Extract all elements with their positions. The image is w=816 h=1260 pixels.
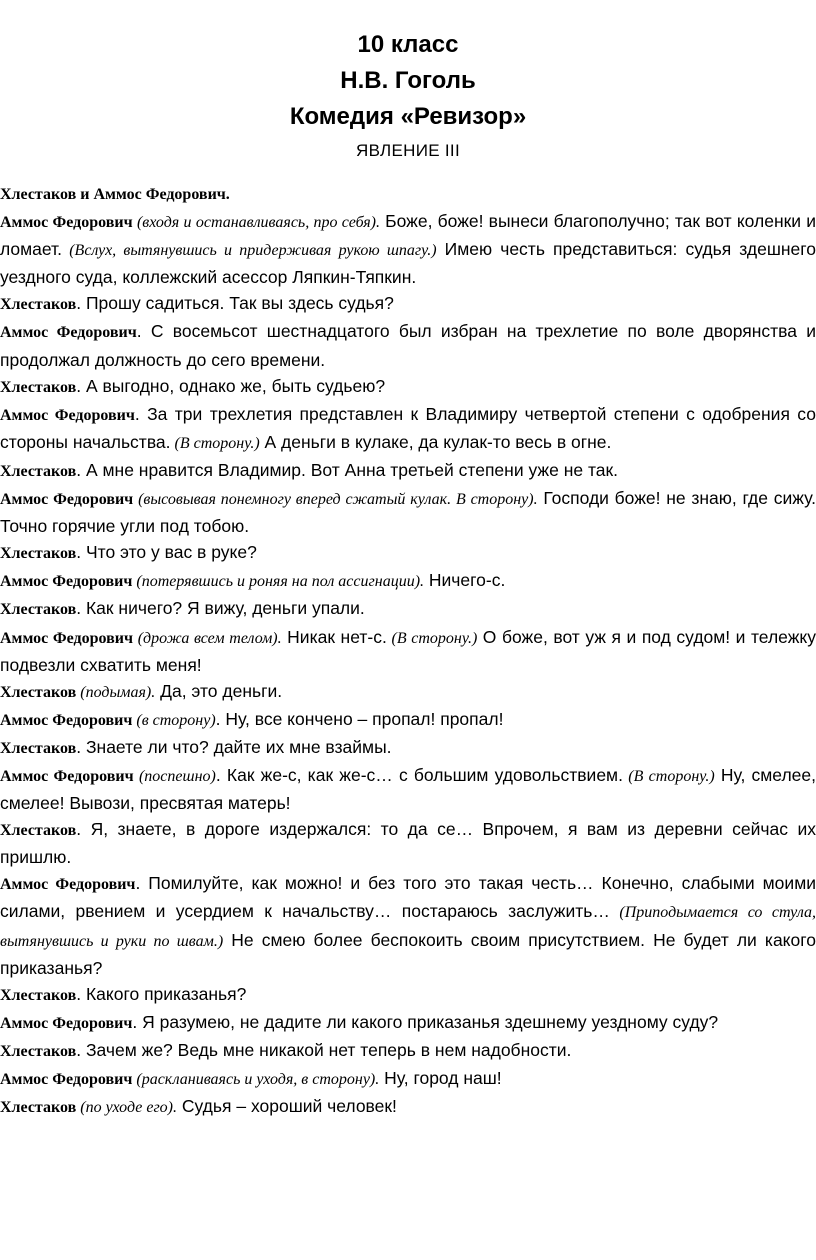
speaker-name: Аммос Федорович	[0, 1014, 133, 1032]
dialogue-line	[0, 870, 816, 980]
spoken-text: Ничего-с.	[424, 570, 506, 591]
stage-direction: (по уходе его).	[76, 1099, 178, 1117]
speaker-name: Аммос Федорович	[0, 491, 134, 509]
dialogue-line	[0, 1037, 816, 1065]
speaker-name: Хлестаков	[0, 296, 77, 314]
author-heading: Н.В. Гоголь	[340, 67, 476, 94]
spoken-text: . А мне нравится Владимир. Вот Анна третьей степени уже не так.	[76, 459, 619, 480]
dialogue-line	[0, 485, 816, 539]
spoken-text: О боже, вот уж я и под судом! и тележку подвезли схватить меня!	[0, 626, 816, 675]
spoken-text: Господи боже! не знаю, где сижу. Точно горячие угли под тобою.	[0, 488, 816, 537]
spoken-text: . За три трехлетия представлен к Владимиру четвертой степени с одобрения со стороны начальства.	[0, 403, 816, 452]
stage-direction: (В сторону.)	[386, 629, 478, 647]
speaker-name: Аммос Федорович	[0, 1071, 133, 1088]
dialogue-line	[0, 762, 816, 816]
spoken-text: . Как же-с, как же-с… с большим удовольствием.	[215, 764, 623, 785]
dialogue-line	[0, 706, 816, 734]
dialogue-line	[0, 208, 816, 290]
spoken-text: . Помилуйте, как можно! и без того это такая честь… Конечно, слабыми моими силами, рвением и усердием к начальству… постараюсь заслужить…	[0, 873, 816, 922]
speaker-name: Аммос Федорович	[0, 406, 135, 424]
grade-heading: 10 класс	[357, 31, 459, 58]
dialogue-line	[0, 567, 816, 595]
dialogue-line	[0, 734, 816, 762]
dialogue-line	[0, 401, 816, 457]
spoken-text: Судья – хороший человек!	[177, 1096, 397, 1117]
spoken-text: Имею честь представиться: судья здешнего уездного суда, коллежский асессор Ляпкин-Тяпкин.	[0, 239, 816, 288]
dialogue-line	[0, 1093, 816, 1121]
dialogue-line	[0, 981, 816, 1009]
speaker-name: Хлестаков	[0, 545, 77, 563]
work-title: Комедия «Ревизор»	[289, 103, 527, 130]
speaker-name: Аммос Федорович	[0, 214, 133, 232]
spoken-text: Никак нет-с.	[281, 626, 387, 647]
stage-direction: (раскланиваясь и уходя, в сторону).	[132, 1071, 380, 1088]
speaker-name: Хлестаков	[0, 1042, 77, 1060]
spoken-text: Боже, боже! вынеси благополучно; так вот коленки и ломает.	[0, 211, 816, 260]
speaker-name: Аммос Федорович	[0, 324, 137, 342]
spoken-text: . Зачем же? Ведь мне никакой нет теперь в нем надобности.	[76, 1039, 572, 1060]
stage-direction: (поспешно)	[133, 767, 216, 785]
speaker-name: Аммос Федорович	[0, 629, 134, 647]
speaker-name: Хлестаков	[0, 683, 77, 701]
dialogue-line	[0, 180, 816, 208]
dialogue-line	[0, 816, 816, 870]
speaker-name: Хлестаков	[0, 822, 77, 840]
stage-direction: (В сторону.)	[170, 434, 260, 452]
stage-direction: (входя и останавливаясь, про себя).	[132, 214, 380, 232]
spoken-text: . Ну, все кончено – пропал! пропал!	[215, 708, 504, 729]
spoken-text: . А выгодно, однако же, быть судьею?	[76, 375, 386, 396]
speaker-name: Аммос Федорович	[0, 573, 133, 591]
spoken-text: . Я, знаете, в дороге издержался: то да се… Впрочем, я вам из деревни сейчас их пришлю.	[0, 819, 816, 868]
stage-direction: (в сторону)	[132, 711, 216, 729]
dialogue-line	[0, 318, 816, 372]
speaker-name: Хлестаков и Аммос Федорович.	[0, 186, 230, 203]
stage-direction: (Приподымается со стула, вытянувшись и руки по швам.)	[0, 904, 816, 950]
scene-heading: ЯВЛЕНИЕ III	[356, 141, 460, 160]
spoken-text: . Какого приказанья?	[76, 983, 247, 1004]
spoken-text: . С восемьсот шестнадцатого был избран на трехлетие по воле дворянства и продолжал должность до сего времени.	[0, 321, 816, 370]
speaker-name: Хлестаков	[0, 986, 77, 1004]
stage-direction: (подымая).	[76, 683, 156, 701]
dialogue-line	[0, 457, 816, 485]
dialogue-line	[0, 290, 816, 318]
speaker-name: Хлестаков	[0, 601, 77, 619]
speaker-name: Хлестаков	[0, 1099, 77, 1117]
speaker-name: Аммос Федорович	[0, 711, 133, 729]
dialogue-line	[0, 539, 816, 567]
speaker-name: Хлестаков	[0, 378, 77, 396]
dialogue-body	[0, 180, 816, 1121]
spoken-text: . Прошу садиться. Так вы здесь судья?	[76, 293, 394, 314]
stage-direction: (потерявшись и роняя на пол ассигнации).	[132, 573, 425, 591]
spoken-text: Да, это деньги.	[155, 680, 283, 701]
spoken-text: Ну, город наш!	[379, 1068, 502, 1088]
dialogue-line	[0, 624, 816, 678]
dialogue-line	[0, 1065, 816, 1093]
speaker-name: Хлестаков	[0, 739, 77, 757]
stage-direction: (дрожа всем телом).	[133, 629, 282, 647]
spoken-text: Не смею более беспокоить своим присутствием. Не будет ли какого приказанья?	[0, 929, 816, 978]
spoken-text: . Я разумею, не дадите ли какого приказанья здешнему уездному суду?	[132, 1011, 719, 1032]
stage-direction: (Вслух, вытянувшись и придерживая рукою шпагу.)	[62, 242, 437, 260]
spoken-text: . Знаете ли что? дайте их мне взаймы.	[76, 736, 392, 757]
stage-direction: (В сторону.)	[622, 767, 715, 785]
spoken-text: . Что это у вас в руке?	[76, 542, 257, 563]
stage-direction: (высовывая понемногу вперед сжатый кулак. В сторону).	[133, 491, 538, 509]
speaker-name: Аммос Федорович	[0, 767, 134, 785]
spoken-text: А деньги в кулаке, да кулак-то весь в огне.	[259, 431, 612, 452]
spoken-text: . Как ничего? Я вижу, деньги упали.	[76, 598, 365, 619]
dialogue-line	[0, 1009, 816, 1037]
spoken-text: Ну, смелее, смелее! Вывози, пресвятая матерь!	[0, 764, 816, 814]
dialogue-line	[0, 678, 816, 706]
dialogue-line	[0, 373, 816, 401]
speaker-name: Аммос Федорович	[0, 876, 136, 894]
speaker-name: Хлестаков	[0, 462, 77, 480]
dialogue-line	[0, 595, 816, 623]
